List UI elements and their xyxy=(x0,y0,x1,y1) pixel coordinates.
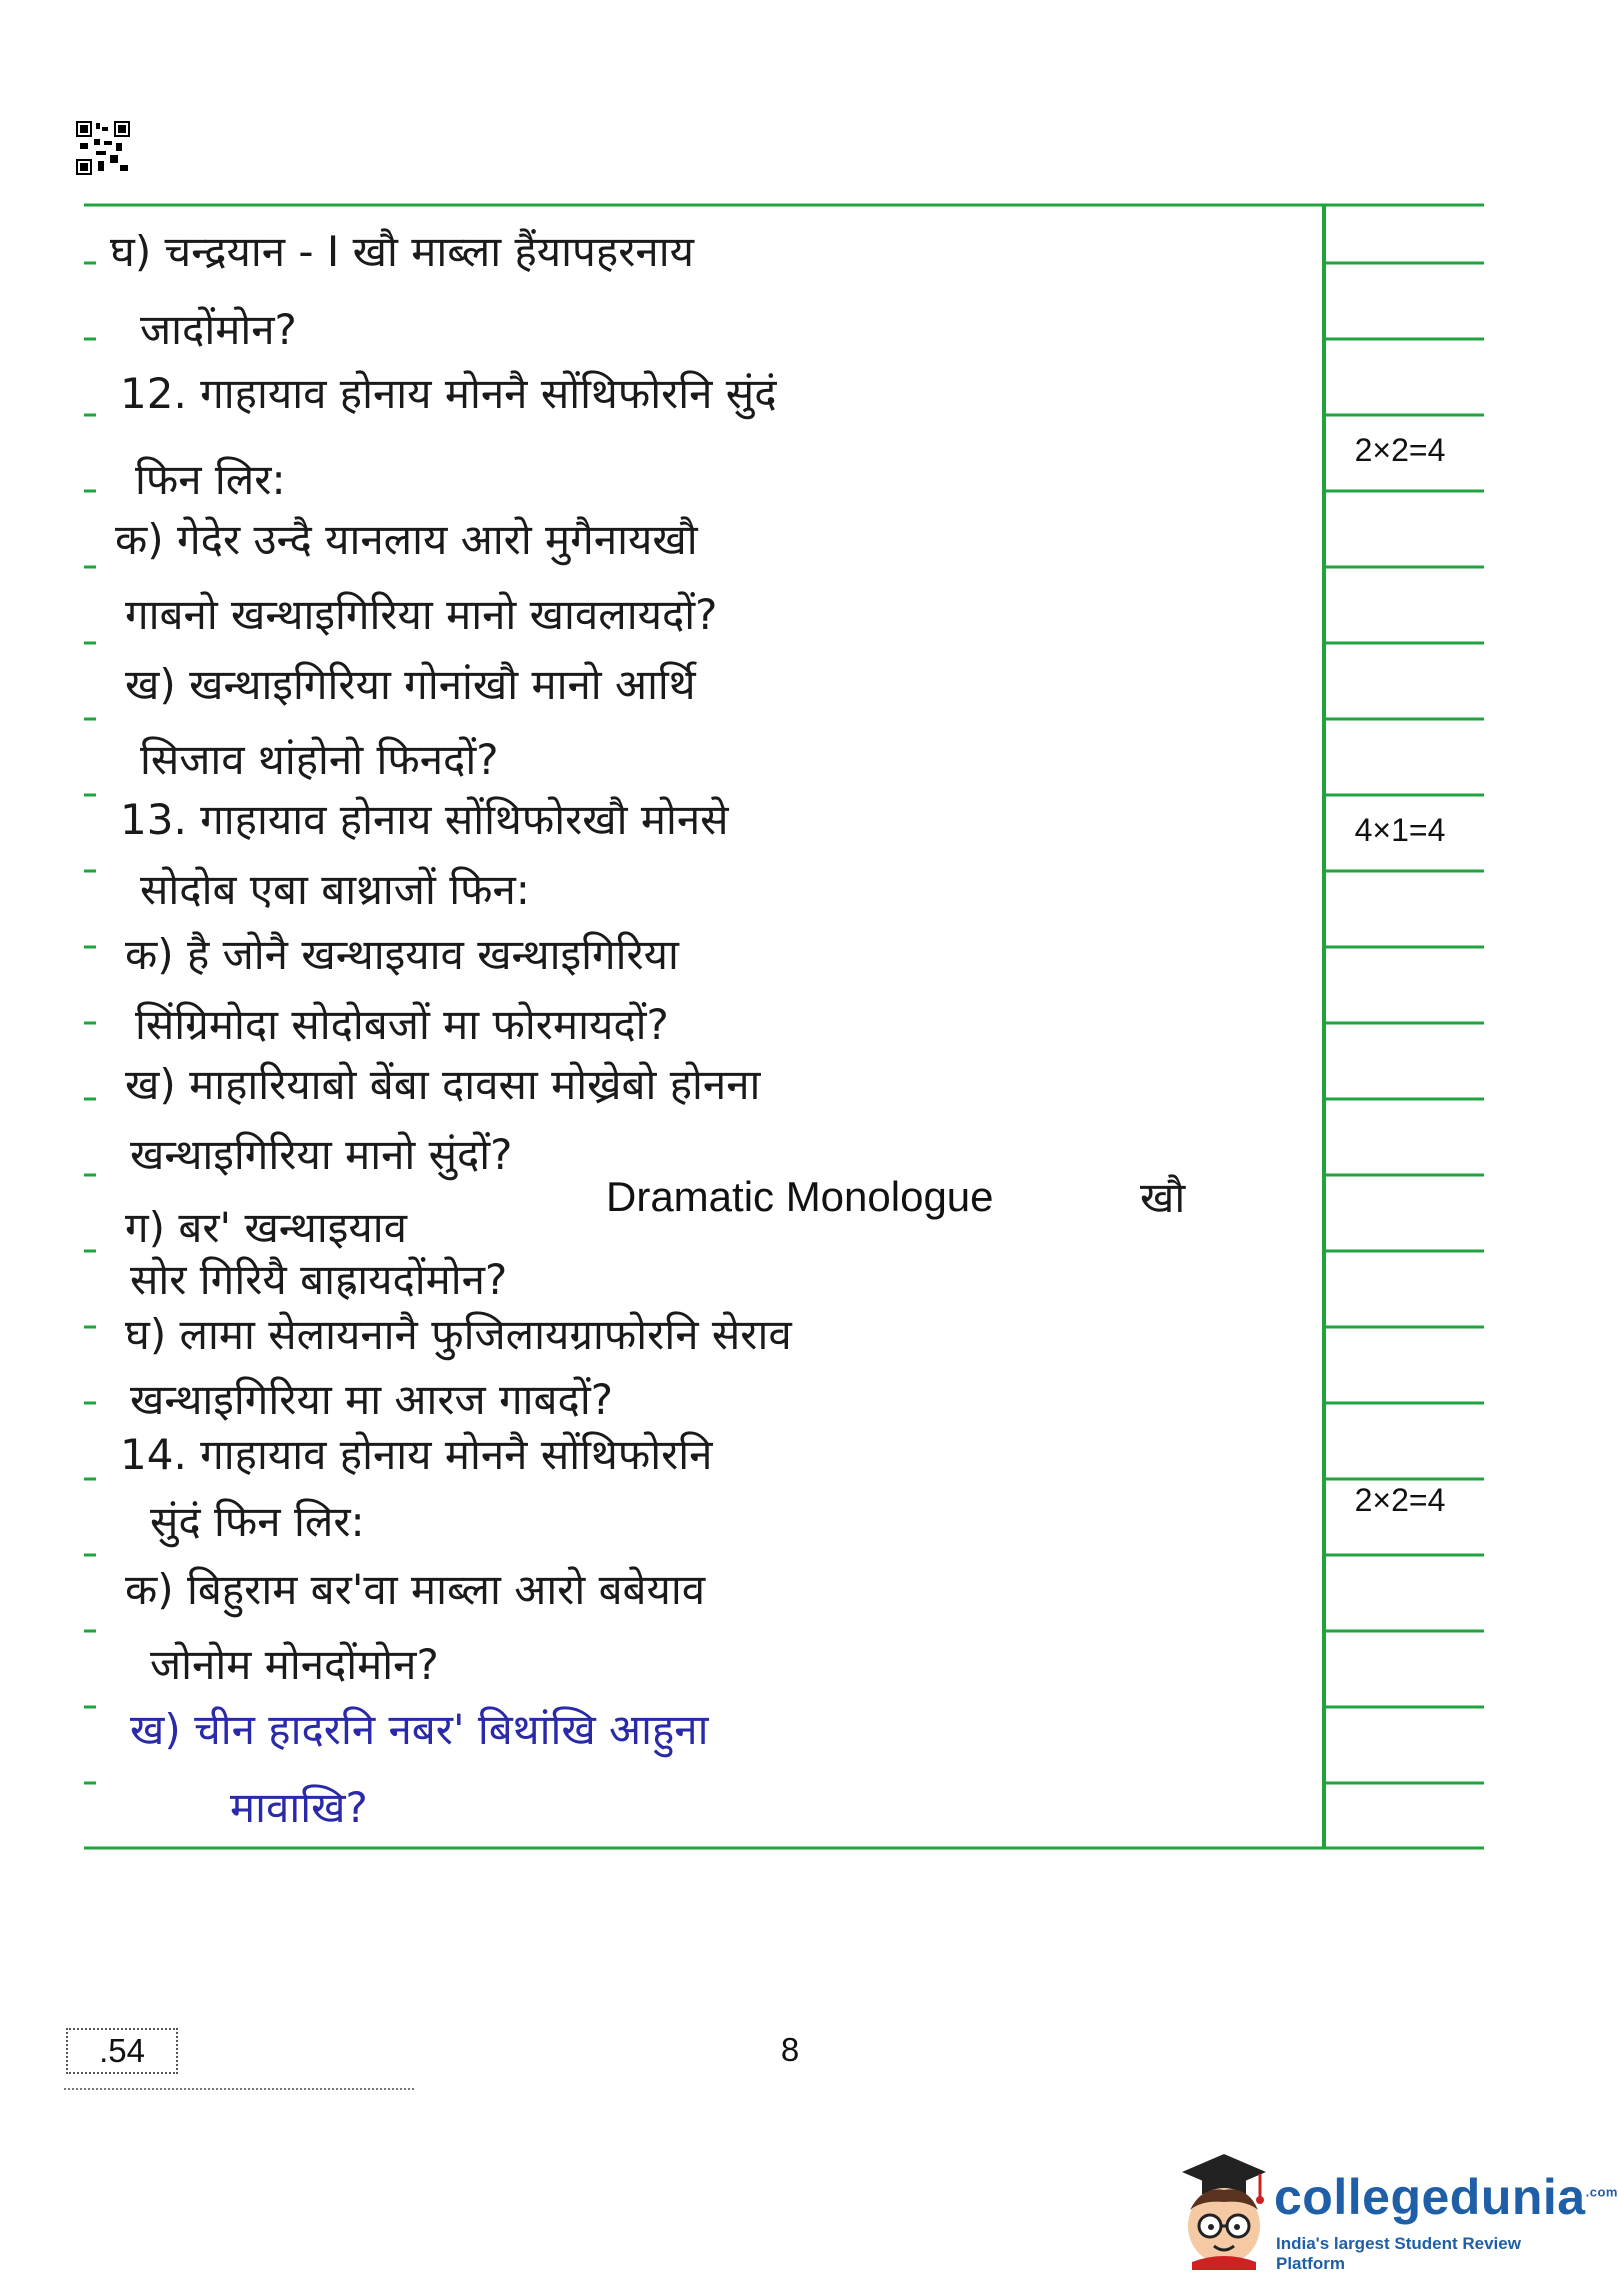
handwritten-line: सिजाव थांहोनो फिनदों? xyxy=(140,735,499,784)
handwritten-line: सोर गिरियै बाह्रायदोंमोन? xyxy=(130,1255,508,1304)
inserted-print-text: Dramatic Monologue xyxy=(600,1173,1000,1221)
marks-q12: 2×2=4 xyxy=(1354,432,1446,468)
handwritten-line: ख) खन्थाइगिरिया गोनांखौ मानो आर्थि xyxy=(125,660,696,709)
handwritten-line: क) है जोनै खन्थाइयाव खन्थाइगिरिया xyxy=(125,930,679,979)
handwritten-line: फिन लिर: xyxy=(135,455,286,504)
code-box xyxy=(66,2028,178,2074)
handwritten-line: खन्थाइगिरिया मा आरज गाबदों? xyxy=(130,1375,614,1424)
handwritten-line: घ) चन्द्रयान - I खौ माब्ला हैंयापहरनाय xyxy=(110,227,694,276)
handwritten-line: जोनोम मोनदोंमोन? xyxy=(150,1640,439,1689)
brand-name: collegedunia$^{.com}$ xyxy=(1274,2169,1618,2225)
handwritten-line: ख) माहारियाबो बेंबा दावसा मोख्रेबो होनना xyxy=(125,1060,761,1109)
handwritten-line: सुंदं फिन लिर: xyxy=(150,1497,365,1546)
handwritten-line: ग) बर' खन्थाइयाव xyxy=(125,1203,407,1252)
handwritten-line: 13. गाहायाव होनाय सोंथिफोरखौ मोनसे xyxy=(120,795,729,844)
handwritten-line: सिंग्रिमोदा सोदोबजों मा फोरमायदों? xyxy=(135,1000,669,1049)
code-box-text: .54 xyxy=(99,2032,145,2069)
collegedunia-logo xyxy=(1162,2150,1618,2273)
handwritten-line: 12. गाहायाव होनाय मोननै सोंथिफोरनि सुंदं xyxy=(120,369,777,418)
page-number: 8 xyxy=(780,2031,800,2068)
handwritten-line-blue: मावाखि? xyxy=(230,1783,368,1832)
brand-tagline: India's largest Student Review Platform xyxy=(1276,2234,1521,2273)
handwritten-line-blue: ख) चीन हादरनि नबर' बिथांखि आहुना xyxy=(130,1705,709,1754)
qr-code xyxy=(76,121,130,175)
dotted-divider xyxy=(64,2088,414,2090)
handwritten-line: क) गेदेर उन्दै यानलाय आरो मुगैनायखौ xyxy=(115,515,698,564)
handwritten-line: सोदोब एबा बाथ्राजों फिन: xyxy=(140,865,530,914)
handwritten-line: खौ xyxy=(1140,1173,1186,1222)
handwritten-line: 14. गाहायाव होनाय मोननै सोंथिफोरनि xyxy=(120,1430,713,1479)
marks-q14: 2×2=4 xyxy=(1354,1482,1446,1518)
mascot-icon xyxy=(1162,2150,1272,2270)
handwritten-line: गाबनो खन्थाइगिरिया मानो खावलायदों? xyxy=(125,590,718,639)
marks-q13: 4×1=4 xyxy=(1354,812,1446,848)
handwritten-line: जादोंमोन? xyxy=(140,305,297,354)
handwritten-line: क) बिहुराम बर'वा माब्ला आरो बबेयाव xyxy=(125,1565,706,1614)
handwritten-line: घ) लामा सेलायनानै फुजिलायग्राफोरनि सेराव xyxy=(125,1310,792,1359)
handwritten-line: खन्थाइगिरिया मानो सुंदों? xyxy=(130,1130,513,1179)
